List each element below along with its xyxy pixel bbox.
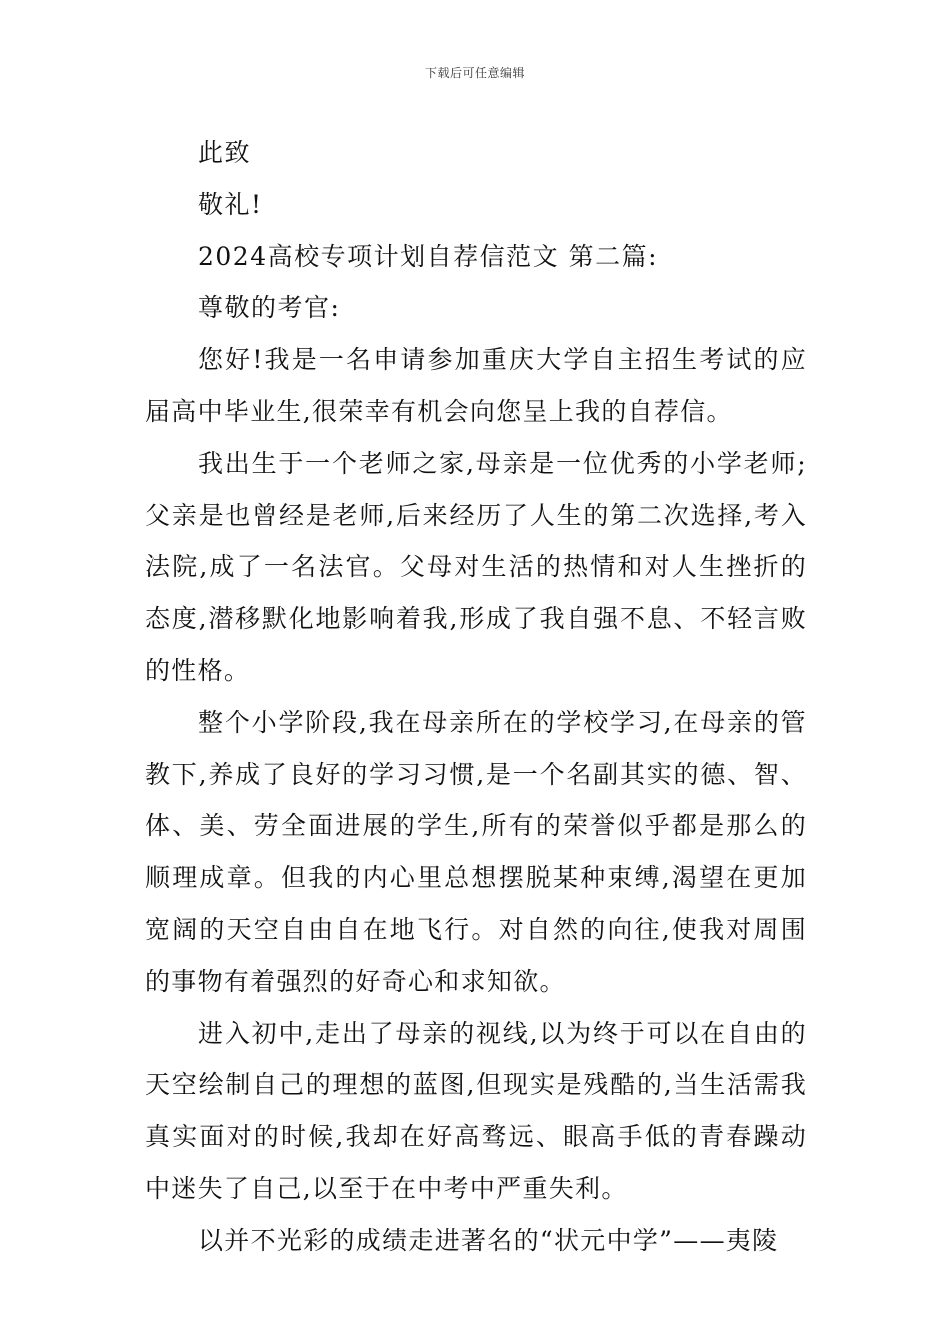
paragraph-1: 您好!我是一名申请参加重庆大学自主招生考试的应届高中毕业生,很荣幸有机会向您呈上我的自荐信。 [145,345,807,426]
paragraph-2: 我出生于一个老师之家,母亲是一位优秀的小学老师;父亲是也曾经是老师,后来经历了人生的第二次选择,考入法院,成了一名法官。父母对生活的热情和对人生挫折的态度,潜移默化地影响着我,形成了我自强不息、不轻言败的性格。 [145,448,807,685]
paragraph-4: 进入初中,走出了母亲的视线,以为终于可以在自由的天空绘制自己的理想的蓝图,但现实是残酷的,当生活需我真实面对的时候,我却在好高骛远、眼高手低的青春躁动中迷失了自己,以至于在中考中严重失利。 [145,1018,807,1203]
section-title: 2024高校专项计划自荐信范文 第二篇: [198,241,658,271]
paragraph-5: 以并不光彩的成绩走进著名的“状元中学”——夷陵 [198,1225,779,1255]
paragraph-3: 整个小学阶段,我在母亲所在的学校学习,在母亲的管教下,养成了良好的学习习惯,是一个名副其实的德、智、体、美、劳全面进展的学生,所有的荣誉似乎都是那么的顺理成章。但我的内心里总想摆脱某种束缚,渴望在更加宽阔的天空自由自在地飞行。对自然的向往,使我对周围的事物有着强烈的好奇心和求知欲。 [145,707,807,996]
page-header: 下载后可任意编辑 [424,66,525,80]
closing-line-2: 敬礼! [198,189,263,219]
document-body [145,127,807,1267]
salutation: 尊敬的考官: [198,293,341,323]
closing-line-1: 此致 [198,138,252,167]
